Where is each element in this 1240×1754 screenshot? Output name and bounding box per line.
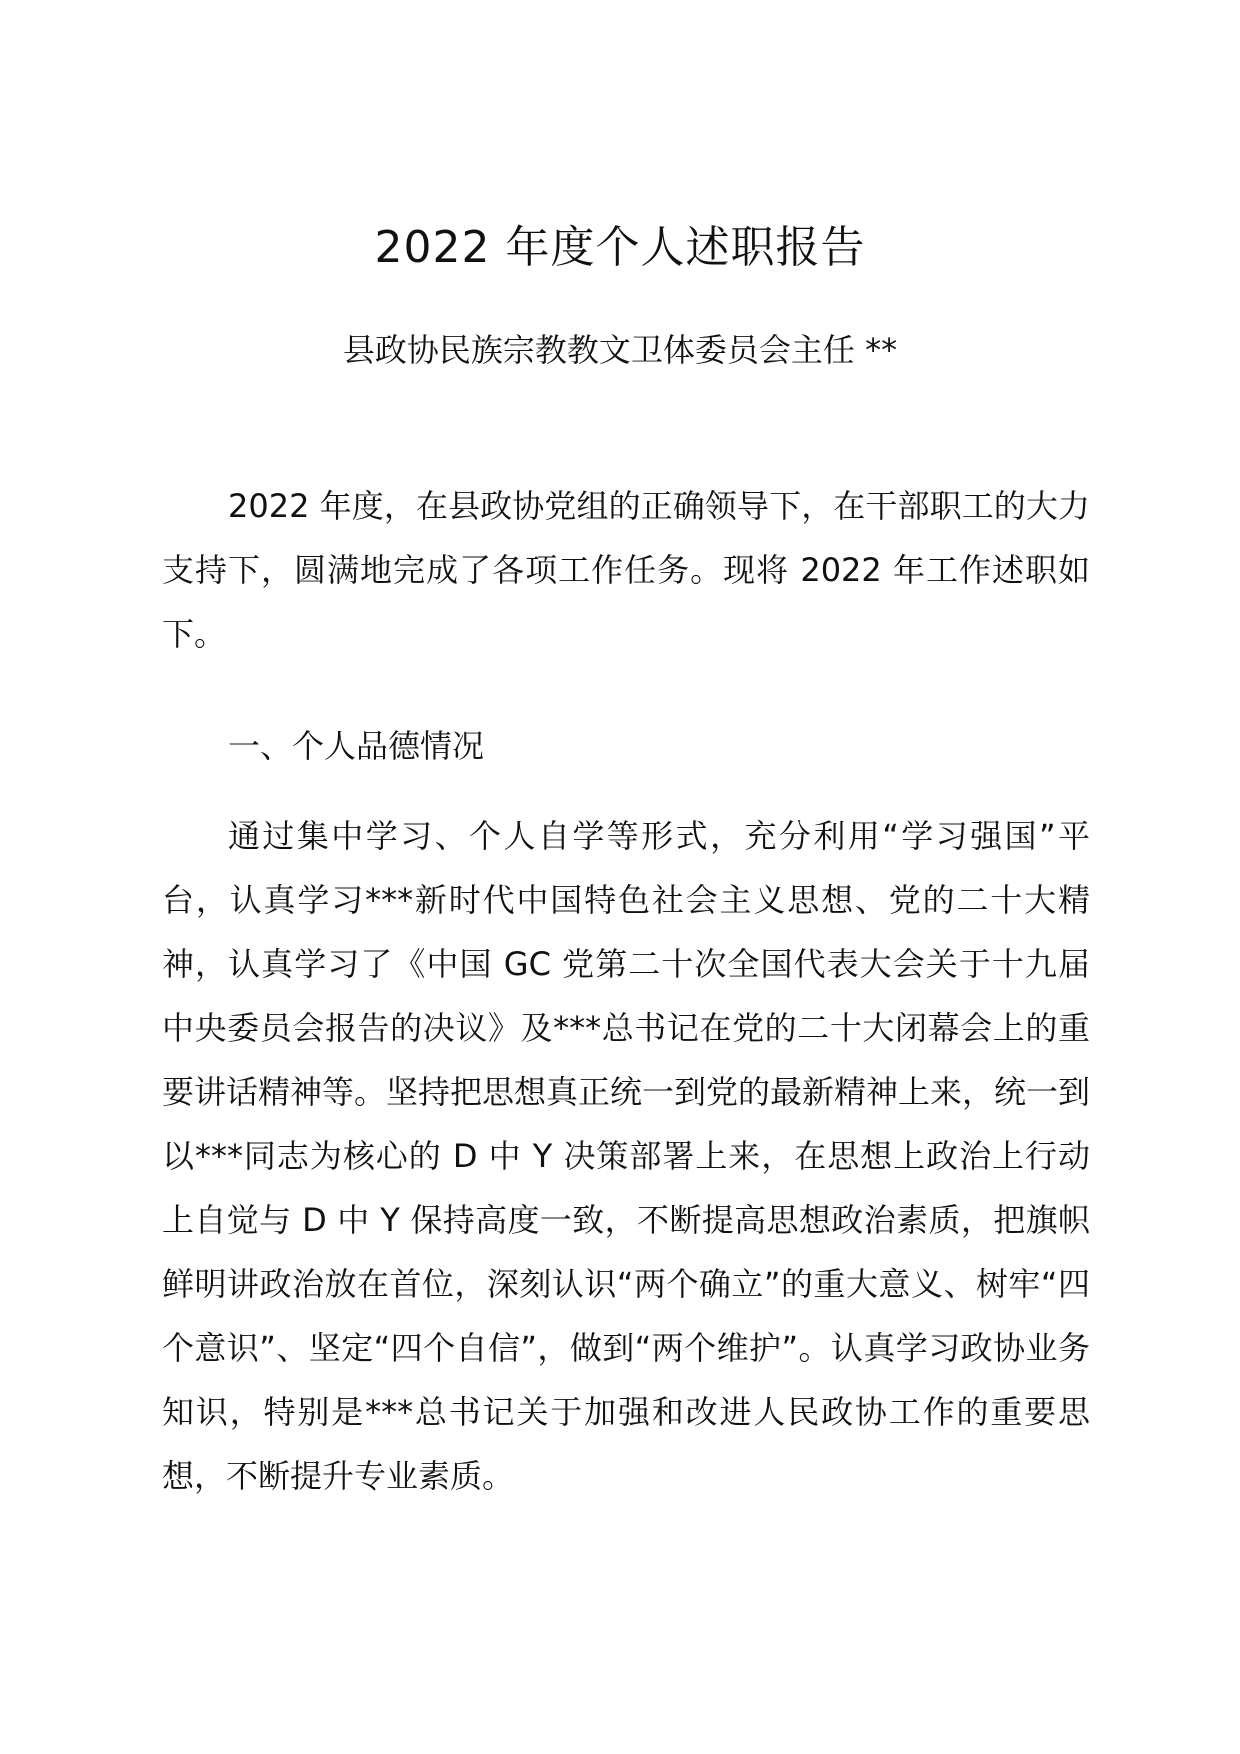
document-subtitle: 县政协民族宗教教文卫体委员会主任 ** [342, 331, 898, 369]
section-paragraph: 通过集中学习、个人自学等形式，充分利用“学习强国”平台，认真学习***新时代中国特色社会主义思想、党的二十大精神，认真学习了《中国 GC 党第二十次全国代表大会关于十九届中央委员会报告的决议》及***总书记在党的二十大闭幕会上的重要讲话精神等。坚持把思想真正统一到党的最新精神上来，统一到以***同志为核心的 D 中 Y 决策部署上来，在思想上政治上行动上自觉与 D 中 Y 保持高度一致，不断提高思想政治素质，把旗帜鲜明讲政治放在首位，深刻认识“两个确立”的重大意义、树牢“四个意识”、坚定“四个自信”，做到“两个维护”。认真学习政协业务知识，特别是***总书记关于加强和改进人民政协工作的重要思想，不断提升专业素质。 [162, 817, 1091, 1495]
section-heading: 一、个人品德情况 [228, 727, 485, 765]
intro-paragraph: 2022 年度，在县政协党组的正确领导下，在干部职工的大力支持下，圆满地完成了各项工作任务。现将 2022 年工作述职如下。 [162, 487, 1090, 653]
document-title: 2022 年度个人述职报告 [374, 222, 866, 273]
